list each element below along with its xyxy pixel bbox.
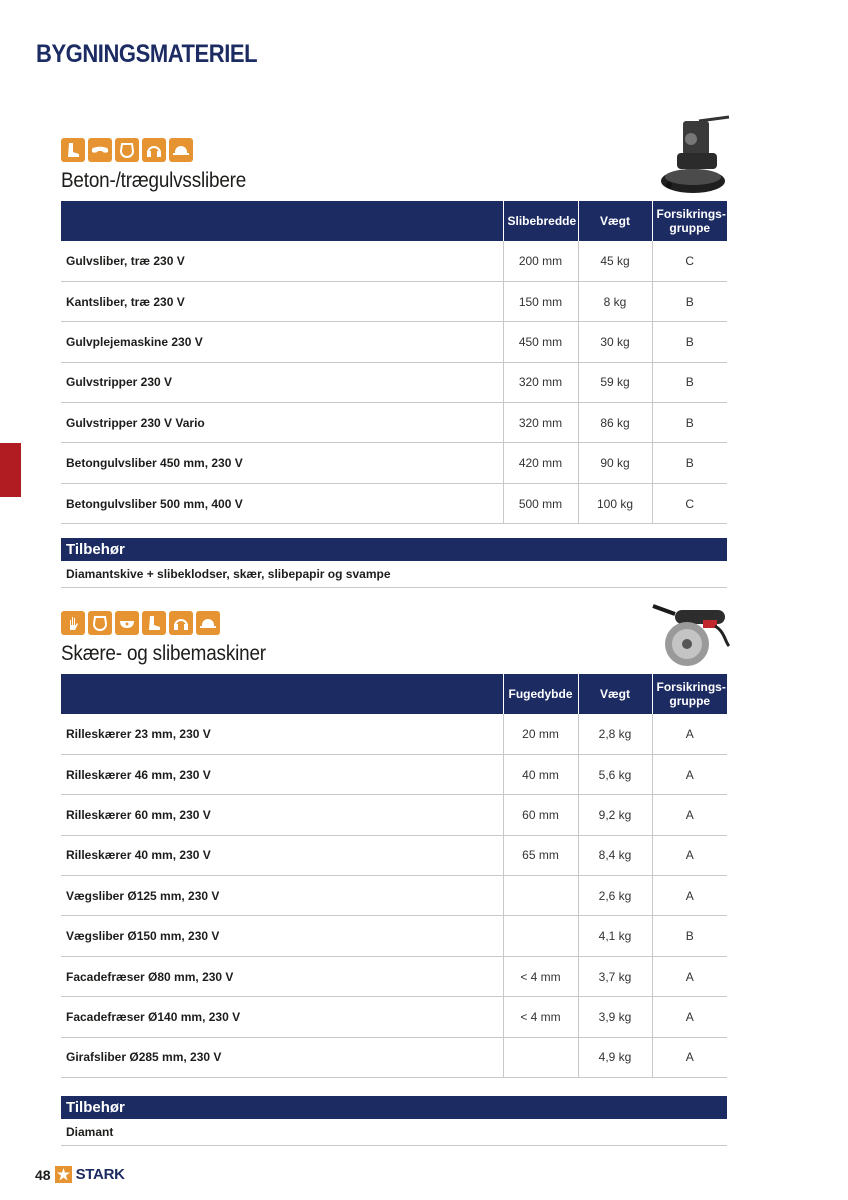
product-name: Betongulvsliber 450 mm, 230 V: [61, 443, 503, 483]
product-name: Facadefræser Ø80 mm, 230 V: [61, 956, 503, 996]
table-row: [61, 1037, 727, 1077]
weight-cell: 8 kg: [578, 281, 652, 321]
accessories-heading: Tilbehør: [61, 538, 727, 561]
weight-cell: 59 kg: [578, 362, 652, 402]
width-cell: 150 mm: [503, 281, 578, 321]
column-header: Forsikrings- gruppe: [652, 201, 727, 241]
product-name: Gulvplejemaskine 230 V: [61, 322, 503, 362]
weight-cell: 90 kg: [578, 443, 652, 483]
insurance-group-cell: B: [652, 362, 727, 402]
column-header: Slibebredde: [503, 201, 578, 241]
weight-cell: 86 kg: [578, 403, 652, 443]
safety-boots-icon: [61, 138, 85, 162]
table-row: [61, 241, 727, 281]
product-name: Rilleskærer 23 mm, 230 V: [61, 714, 503, 754]
weight-cell: 2,6 kg: [578, 876, 652, 916]
table-row: [61, 876, 727, 916]
weight-cell: 5,6 kg: [578, 754, 652, 794]
insurance-group-cell: C: [652, 241, 727, 281]
product-name: Vægsliber Ø150 mm, 230 V: [61, 916, 503, 956]
table-row: [61, 322, 727, 362]
side-tab-marker: [0, 443, 21, 497]
product-name: Gulvsliber, træ 230 V: [61, 241, 503, 281]
brand-name: STARK: [75, 1166, 125, 1183]
product-name: Gulvstripper 230 V: [61, 362, 503, 402]
depth-cell: [503, 876, 578, 916]
hard-hat-icon: [169, 138, 193, 162]
face-shield-icon: [88, 611, 112, 635]
table-row: [61, 997, 727, 1037]
column-header: Vægt: [578, 201, 652, 241]
page-title: BYGNINGSMATERIEL: [36, 40, 258, 68]
width-cell: 450 mm: [503, 322, 578, 362]
insurance-group-cell: A: [652, 997, 727, 1037]
floor-grinder-photo: [655, 113, 733, 199]
weight-cell: 4,1 kg: [578, 916, 652, 956]
width-cell: 420 mm: [503, 443, 578, 483]
table-row: [61, 443, 727, 483]
weight-cell: 3,9 kg: [578, 997, 652, 1037]
weight-cell: 4,9 kg: [578, 1037, 652, 1077]
safety-boots-icon: [142, 611, 166, 635]
insurance-group-cell: A: [652, 1037, 727, 1077]
gloves-icon: [61, 611, 85, 635]
insurance-group-cell: B: [652, 281, 727, 321]
depth-cell: [503, 916, 578, 956]
product-name: Girafsliber Ø285 mm, 230 V: [61, 1037, 503, 1077]
product-name: Kantsliber, træ 230 V: [61, 281, 503, 321]
safety-icons-row: [61, 611, 727, 636]
insurance-group-cell: C: [652, 483, 727, 523]
table-header-row: [61, 674, 727, 714]
depth-cell: 40 mm: [503, 754, 578, 794]
width-cell: 200 mm: [503, 241, 578, 281]
depth-cell: 65 mm: [503, 835, 578, 875]
weight-cell: 9,2 kg: [578, 795, 652, 835]
insurance-group-cell: A: [652, 714, 727, 754]
table-row: [61, 483, 727, 523]
insurance-group-cell: A: [652, 876, 727, 916]
width-cell: 320 mm: [503, 403, 578, 443]
table-row: [61, 754, 727, 794]
section-title: Skære- og slibemaskiner: [61, 642, 266, 665]
weight-cell: 100 kg: [578, 483, 652, 523]
safety-icons-row: [61, 138, 727, 163]
safety-goggles-icon: [88, 138, 112, 162]
hearing-protection-icon: [142, 138, 166, 162]
table-row: [61, 835, 727, 875]
column-header: Fugedybde: [503, 674, 578, 714]
table-row: [61, 403, 727, 443]
insurance-group-cell: A: [652, 835, 727, 875]
width-cell: 500 mm: [503, 483, 578, 523]
hearing-protection-icon: [169, 611, 193, 635]
insurance-group-cell: B: [652, 403, 727, 443]
section-cutting-machines: [61, 611, 727, 1146]
product-name: Rilleskærer 40 mm, 230 V: [61, 835, 503, 875]
depth-cell: [503, 1037, 578, 1077]
stark-logo-icon: [55, 1166, 72, 1183]
column-header: Forsikrings- gruppe: [652, 674, 727, 714]
table-row: [61, 714, 727, 754]
product-name: Gulvstripper 230 V Vario: [61, 403, 503, 443]
column-header: Vægt: [578, 674, 652, 714]
accessories-text: Diamantskive + slibeklodser, skær, slibepapir og svampe: [61, 561, 727, 588]
column-header: [61, 201, 503, 241]
wall-chaser-photo: [645, 604, 733, 670]
table-row: [61, 916, 727, 956]
section-floor-sanders: [61, 138, 727, 588]
product-name: Rilleskærer 46 mm, 230 V: [61, 754, 503, 794]
depth-cell: 60 mm: [503, 795, 578, 835]
page-footer: [35, 1166, 125, 1183]
table-row: [61, 795, 727, 835]
weight-cell: 3,7 kg: [578, 956, 652, 996]
hard-hat-icon: [196, 611, 220, 635]
table-row: [61, 956, 727, 996]
depth-cell: < 4 mm: [503, 997, 578, 1037]
table-header-row: [61, 201, 727, 241]
product-name: Rilleskærer 60 mm, 230 V: [61, 795, 503, 835]
product-name: Facadefræser Ø140 mm, 230 V: [61, 997, 503, 1037]
insurance-group-cell: A: [652, 795, 727, 835]
table-row: [61, 281, 727, 321]
insurance-group-cell: B: [652, 916, 727, 956]
column-header: [61, 674, 503, 714]
section-title: Beton-/trægulvsslibere: [61, 169, 247, 192]
spec-table: [61, 201, 727, 524]
weight-cell: 2,8 kg: [578, 714, 652, 754]
product-name: Vægsliber Ø125 mm, 230 V: [61, 876, 503, 916]
weight-cell: 45 kg: [578, 241, 652, 281]
accessories-text: Diamant: [61, 1119, 727, 1146]
insurance-group-cell: B: [652, 322, 727, 362]
spec-table: [61, 674, 727, 1078]
depth-cell: 20 mm: [503, 714, 578, 754]
face-shield-icon: [115, 138, 139, 162]
accessories-heading: Tilbehør: [61, 1096, 727, 1119]
depth-cell: < 4 mm: [503, 956, 578, 996]
table-row: [61, 362, 727, 402]
weight-cell: 8,4 kg: [578, 835, 652, 875]
width-cell: 320 mm: [503, 362, 578, 402]
product-name: Betongulvsliber 500 mm, 400 V: [61, 483, 503, 523]
page-number: 48: [35, 1166, 51, 1183]
weight-cell: 30 kg: [578, 322, 652, 362]
insurance-group-cell: B: [652, 443, 727, 483]
dust-mask-icon: [115, 611, 139, 635]
insurance-group-cell: A: [652, 956, 727, 996]
insurance-group-cell: A: [652, 754, 727, 794]
